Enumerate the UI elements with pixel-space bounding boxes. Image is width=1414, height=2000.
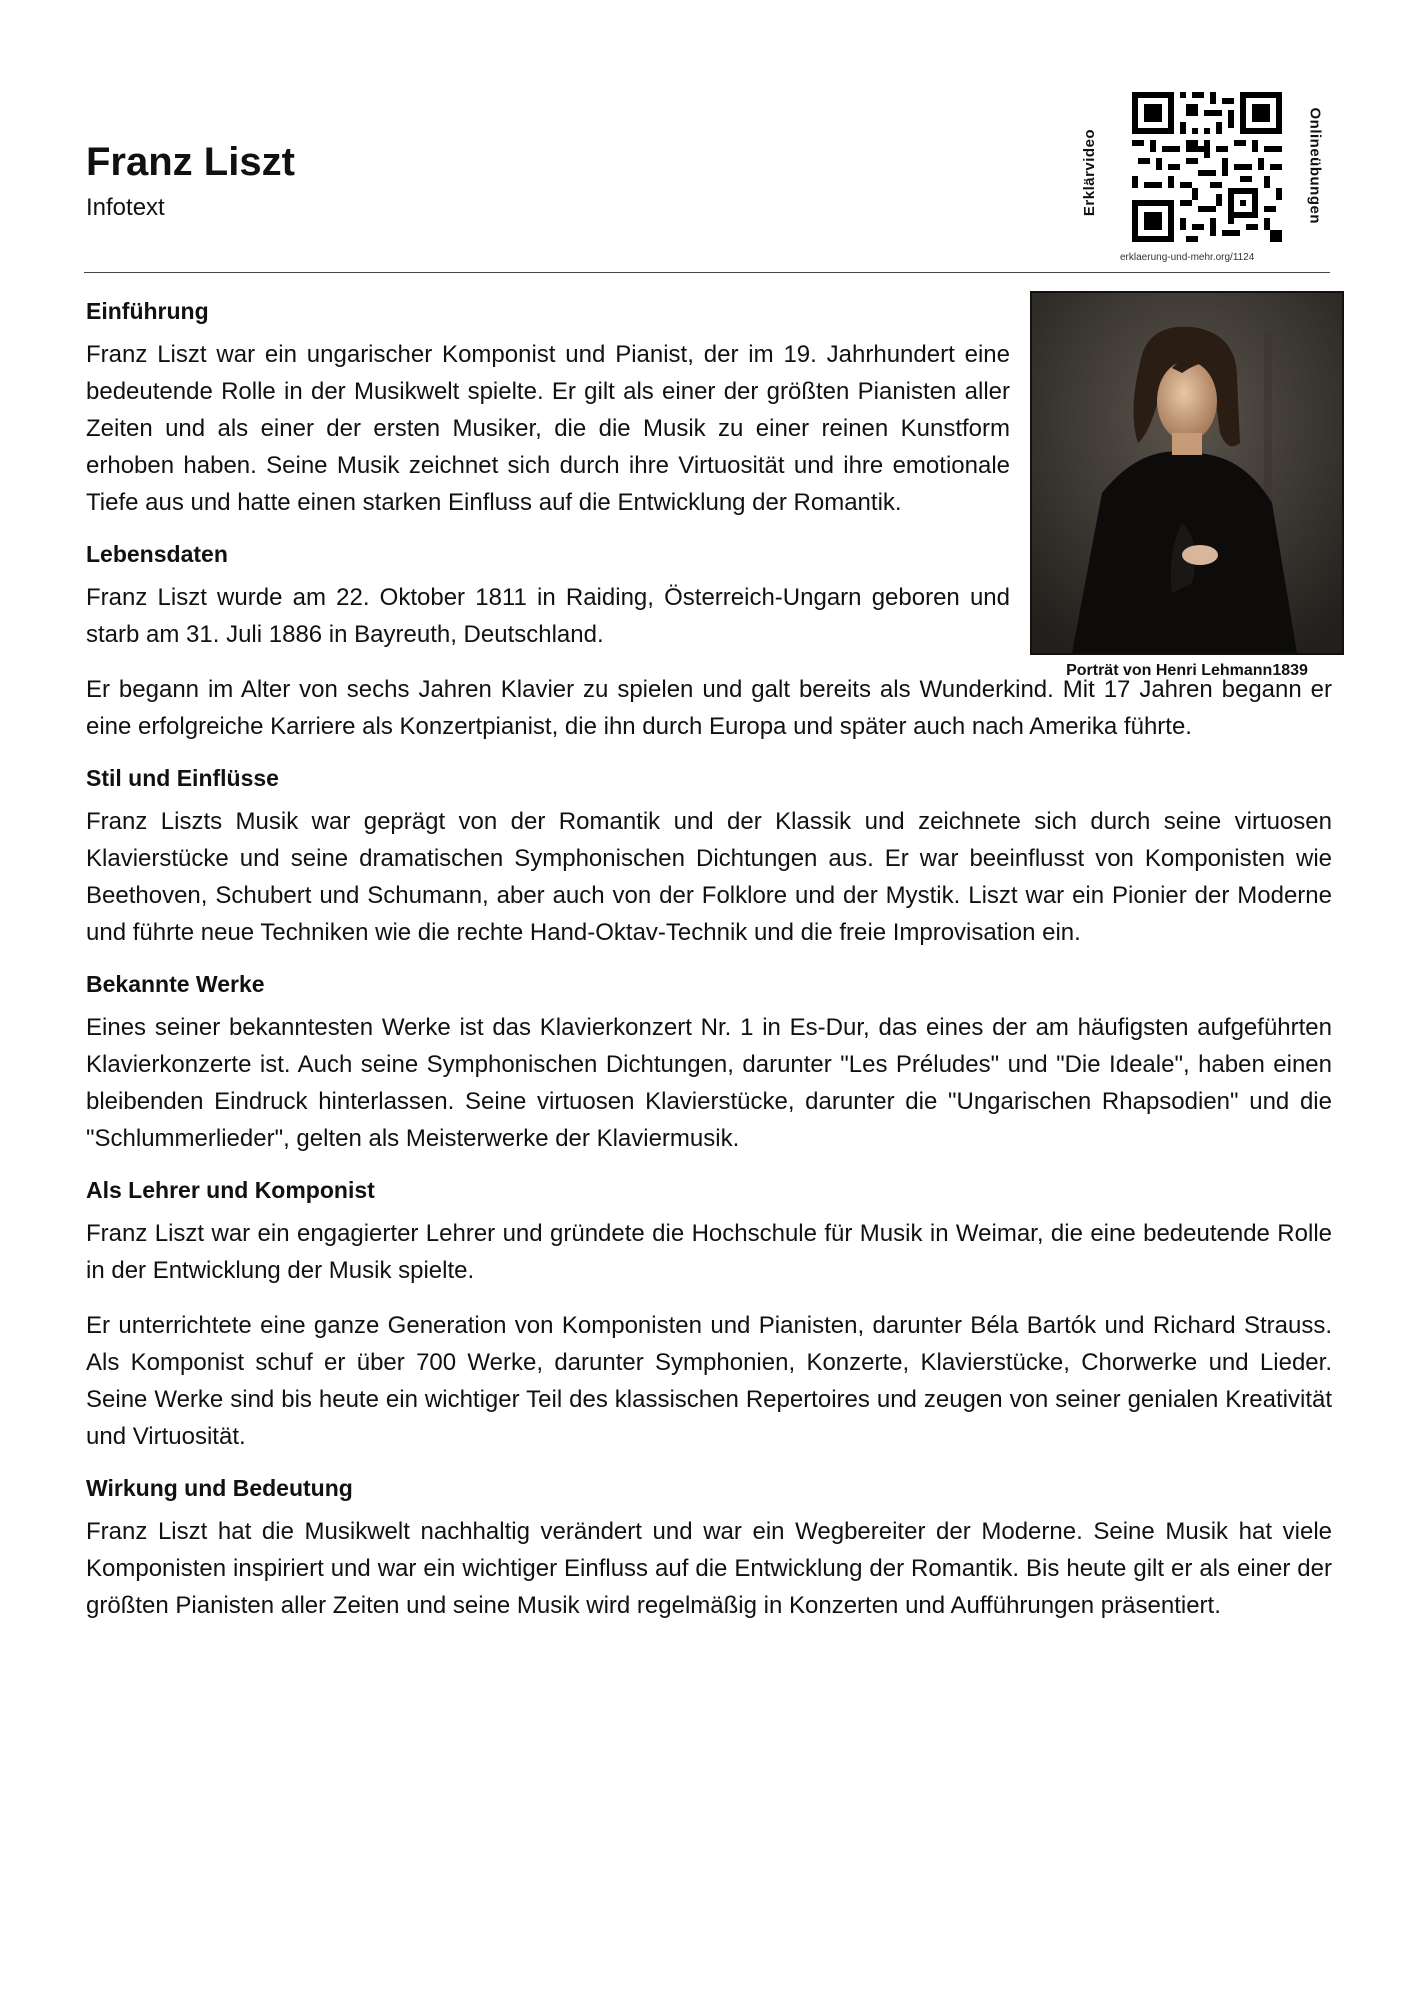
qr-url: erklaerung-und-mehr.org/1124 [1120,252,1255,263]
section-einfuehrung [86,296,1332,521]
qr-block [1080,88,1330,270]
page-subtitle: Infotext [86,194,165,221]
qr-right-label: Onlineübungen [1306,107,1324,224]
section-stil [86,763,1332,951]
paragraph: Franz Liszt war ein engagierter Lehrer und gründete die Hochschule für Musik in Weimar, die eine bedeutende Rolle in der Entwicklung der Musik spielte. [86,1220,1332,1284]
paragraph: Franz Liszt hat die Musikwelt nachhaltig verändert und war ein Wegbereiter der Moderne. Seine Musik hat viele Komponisten inspiriert und war ein wichtiger Einfluss auf die Entwicklung der Romantik. Bis heute gilt er als einer der größten Pianisten aller Zeiten und seine Musik wird regelmäßig in Konzerten und Aufführungen präsentiert. [86,1518,1332,1619]
section-heading: Wirkung und Bedeutung [86,1475,353,1501]
paragraph: Er unterrichtete eine ganze Generation von Komponisten und Pianisten, darunter Béla Bartók und Richard Strauss. Als Komponist schuf er über 700 Werke, darunter Symphonien, Konzerte, Klavierstücke, Chorwerke und Lieder. Seine Werke sind bis heute ein wichtiger Teil des klassischen Repertoires und zeugen von seiner genialen Kreativität und Virtuosität. [86,1312,1332,1450]
section-lehrer [86,1175,1332,1455]
paragraph: Franz Liszt wurde am 22. Oktober 1811 in Raiding, Österreich-Ungarn geboren und starb am 31. Juli 1886 in Bayreuth, Deutschland. [86,584,1010,648]
section-heading: Lebensdaten [86,541,228,567]
paragraph: Eines seiner bekanntesten Werke ist das Klavierkonzert Nr. 1 in Es-Dur, das eines der am häufigsten aufgeführten Klavierkonzerte ist. Auch seine Symphonischen Dichtungen, darunter "Les Préludes" und "Die Ideale", haben einen bleibenden Eindruck hinterlassen. Seine virtuosen Klavierstücke, darunter die "Ungarischen Rhapsodien" und die "Schlummerlieder", gelten als Meisterwerke der Klaviermusik. [86,1014,1332,1152]
section-werke [86,969,1332,1157]
section-heading: Bekannte Werke [86,971,265,997]
main-content [86,296,1332,1642]
page-title: Franz Liszt [86,140,295,184]
paragraph: Franz Liszt war ein ungarischer Komponist und Pianist, der im 19. Jahrhundert eine bedeutende Rolle in der Musikwelt spielte. Er gilt als einer der größten Pianisten aller Zeiten und als einer der ersten Musiker, die die Musik zu einer reinen Kunstform erhoben haben. Seine Musik zeichnet sich durch ihre Virtuosität und ihre emotionale Tiefe aus und hatte einen starken Einfluss auf die Entwicklung der Romantik. [86,341,1010,516]
header-divider [84,272,1330,273]
paragraph: Er begann im Alter von sechs Jahren Klavier zu spielen und galt bereits als Wunderkind. Mit 17 Jahren begann er eine erfolgreiche Karriere als Konzertpianist, die ihn durch Europa und später auch nach Amerika führte. [86,676,1332,740]
paragraph: Franz Liszts Musik war geprägt von der Romantik und der Klassik und zeichnete sich durch seine virtuosen Klavierstücke und seine dramatischen Symphonischen Dichtungen aus. Er war beeinflusst von Komponisten wie Beethoven, Schubert und Schumann, aber auch von der Folklore und der Mystik. Liszt war ein Pionier der Moderne und führte neue Techniken wie die rechte Hand-Oktav-Technik und die freie Improvisation ein. [86,808,1332,946]
qr-code-icon[interactable] [1132,92,1282,242]
section-heading: Stil und Einflüsse [86,765,279,791]
portrait-caption: Porträt von Henri Lehmann1839 [1066,662,1308,679]
qr-left-label: Erklärvideo [1081,128,1099,217]
section-lebensdaten [86,539,1332,745]
section-heading: Einführung [86,298,209,324]
page-header [86,140,295,222]
section-wirkung [86,1473,1332,1624]
section-heading: Als Lehrer und Komponist [86,1177,375,1203]
